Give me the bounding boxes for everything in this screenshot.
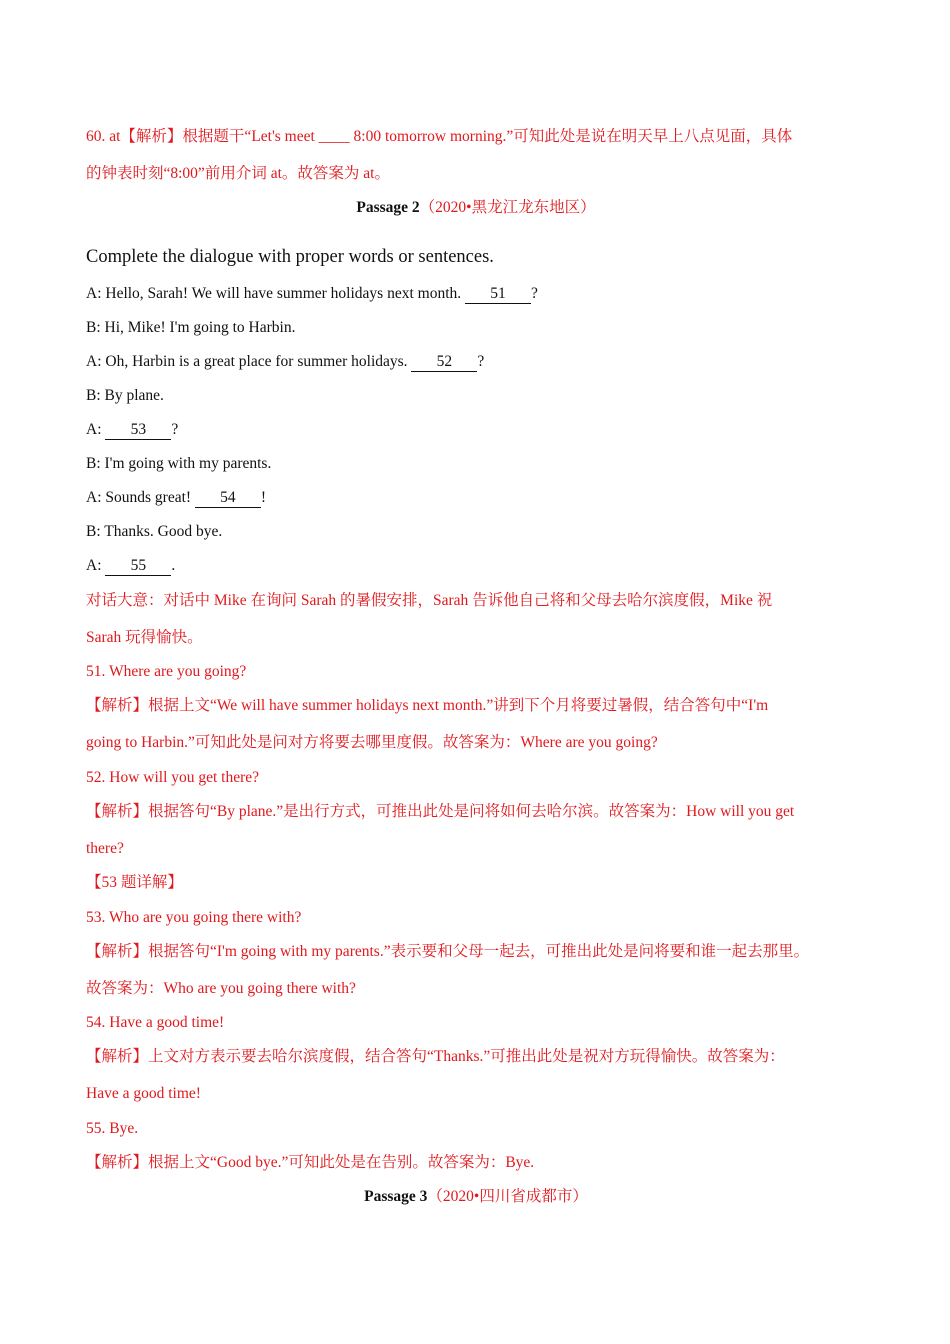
- passage-2-heading: [86, 198, 866, 218]
- explanation-52-line-2: there?: [86, 840, 124, 857]
- dialogue-line-4: B: By plane.: [86, 387, 164, 404]
- dialogue-line-1-end: ?: [531, 285, 538, 302]
- dialogue-line-5-end: ?: [171, 421, 179, 438]
- dialogue-line-3: [86, 352, 484, 372]
- explanation-53-line-2: 故答案为：Who are you going there with?: [86, 980, 356, 997]
- dialogue-line-1-text: A: Hello, Sarah! We will have summer holidays next month.: [86, 285, 466, 302]
- dialogue-instruction: Complete the dialogue with proper words or sentences.: [86, 247, 494, 267]
- passage-3-source: （2020•四川省成都市）: [427, 1188, 588, 1205]
- answer-54: 54. Have a good time!: [86, 1014, 225, 1031]
- blank-52: 52: [411, 353, 477, 372]
- passage-3-title: Passage 3: [364, 1188, 428, 1205]
- dialogue-line-3-end: ?: [477, 353, 485, 370]
- answer-52: 52. How will you get there?: [86, 769, 260, 786]
- answer-55: 55. Bye.: [86, 1120, 139, 1137]
- blank-53: 53: [105, 421, 171, 440]
- answer-53: 53. Who are you going there with?: [86, 909, 302, 926]
- summary-line-1: 对话大意：对话中 Mike 在询问 Sarah 的暑假安排，Sarah 告诉他自己将和父母去哈尔滨度假，Mike 祝: [86, 592, 773, 609]
- explanation-51-line-2: going to Harbin.”可知此处是问对方将要去哪里度假。故答案为：Where are you going?: [86, 734, 658, 751]
- explanation-52-line-1: 【解析】根据答句“By plane.”是出行方式，可推出此处是问将如何去哈尔滨。故答案为：How will you get: [86, 803, 795, 820]
- blank-54: 54: [195, 489, 261, 508]
- dialogue-line-7-end: !: [260, 489, 267, 506]
- answer-51: 51. Where are you going?: [86, 663, 247, 680]
- dialogue-line-9-text: A:: [86, 557, 106, 574]
- explanation-54-line-1: 【解析】上文对方表示要去哈尔滨度假，结合答句“Thanks.”可推出此处是祝对方玩得愉快。故答案为：: [86, 1048, 785, 1065]
- dialogue-line-9-end: .: [171, 557, 176, 574]
- explanation-54-line-2: Have a good time!: [86, 1085, 201, 1102]
- explanation-55-line-1: 【解析】根据上文“Good bye.”可知此处是在告别。故答案为：Bye.: [86, 1154, 535, 1171]
- blank-51: 51: [465, 285, 531, 304]
- explanation-53-line-1: 【解析】根据答句“I'm going with my parents.”表示要和父母一起去，可推出此处是问将要和谁一起去那里。: [86, 943, 810, 960]
- dialogue-line-7-text: A: Sounds great!: [86, 489, 195, 506]
- passage-2-title: Passage 2: [356, 199, 420, 216]
- passage-2-source: （2020•黑龙江龙东地区）: [419, 199, 596, 216]
- dialogue-line-3-text: A: Oh, Harbin is a great place for summer holidays.: [86, 353, 412, 370]
- dialogue-line-5-text: A:: [86, 421, 106, 438]
- dialogue-line-1: [86, 284, 538, 304]
- dialogue-line-9: [86, 556, 175, 576]
- dialogue-line-6: B: I'm going with my parents.: [86, 455, 272, 472]
- dialogue-line-7: [86, 488, 266, 508]
- q60-explanation-line-1: 60. at【解析】根据题干“Let's meet ____ 8:00 tomorrow morning.”可知此处是说在明天早上八点见面，具体: [86, 128, 793, 145]
- dialogue-line-2: B: Hi, Mike! I'm going to Harbin.: [86, 319, 296, 336]
- dialogue-line-5: [86, 420, 178, 440]
- explanation-51-line-1: 【解析】根据上文“We will have summer holidays next month.”讲到下个月将要过暑假，结合答句中“I'm: [86, 697, 769, 714]
- passage-3-heading: [86, 1187, 866, 1207]
- summary-line-2: Sarah 玩得愉快。: [86, 629, 203, 646]
- q60-explanation-line-2: 的钟表时刻“8:00”前用介词 at。故答案为 at。: [86, 165, 390, 182]
- dialogue-line-8: B: Thanks. Good bye.: [86, 523, 223, 540]
- question-53-heading: 【53 题详解】: [86, 874, 183, 891]
- blank-55: 55: [105, 557, 171, 576]
